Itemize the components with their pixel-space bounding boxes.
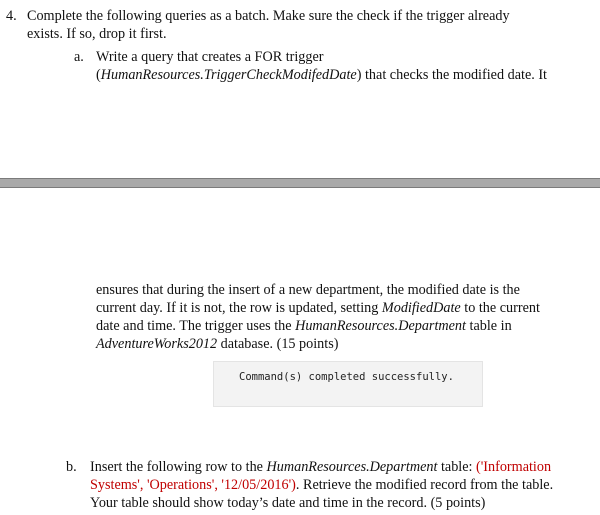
- question-4b-text-line-2: Systems', 'Operations', '12/05/2016'). Retrieve the modified record from the table.: [90, 477, 554, 493]
- table-name: HumanResources.Department: [295, 318, 466, 334]
- question-4a-text-line-4: current day. If it is not, the row is updated, setting ModifiedDate to the current: [96, 300, 540, 316]
- insert-values: ('Information: [476, 459, 552, 475]
- question-4a-text-line-3: ensures that during the insert of a new department, the modified date is the: [96, 282, 520, 298]
- column-name: ModifiedDate: [381, 300, 461, 316]
- question-4-number: 4.: [6, 8, 17, 24]
- question-4a-label: a.: [74, 49, 84, 65]
- query-result-message: Command(s) completed successfully.: [239, 371, 454, 383]
- document-page-top: [0, 0, 600, 178]
- trigger-name: HumanResources.TriggerCheckModifedDate: [100, 67, 357, 83]
- question-4b-label: b.: [66, 459, 77, 475]
- question-4a-text-line-6: AdventureWorks2012 database. (15 points): [96, 336, 339, 352]
- question-4b-text-line-1: Insert the following row to the HumanResources.Department table: ('Information: [90, 459, 552, 475]
- database-name: AdventureWorks2012: [96, 336, 218, 352]
- table-name: HumanResources.Department: [266, 459, 438, 475]
- question-4-text-line-2: exists. If so, drop it first.: [27, 26, 167, 42]
- question-4-text-line-1: Complete the following queries as a batch. Make sure the check if the trigger already: [27, 8, 510, 24]
- question-4a-text-line-5: date and time. The trigger uses the HumanResources.Department table in: [96, 318, 512, 334]
- question-4a-text-line-1: Write a query that creates a FOR trigger: [96, 49, 324, 65]
- insert-values-continued: Systems', 'Operations', '12/05/2016'): [90, 477, 296, 493]
- page-break-separator: [0, 178, 600, 188]
- question-4b-text-line-3: Your table should show today’s date and time in the record. (5 points): [90, 495, 486, 511]
- question-4a-text-line-2: (HumanResources.TriggerCheckModifedDate) that checks the modified date. It: [96, 67, 547, 83]
- query-result-message-box: [213, 361, 483, 407]
